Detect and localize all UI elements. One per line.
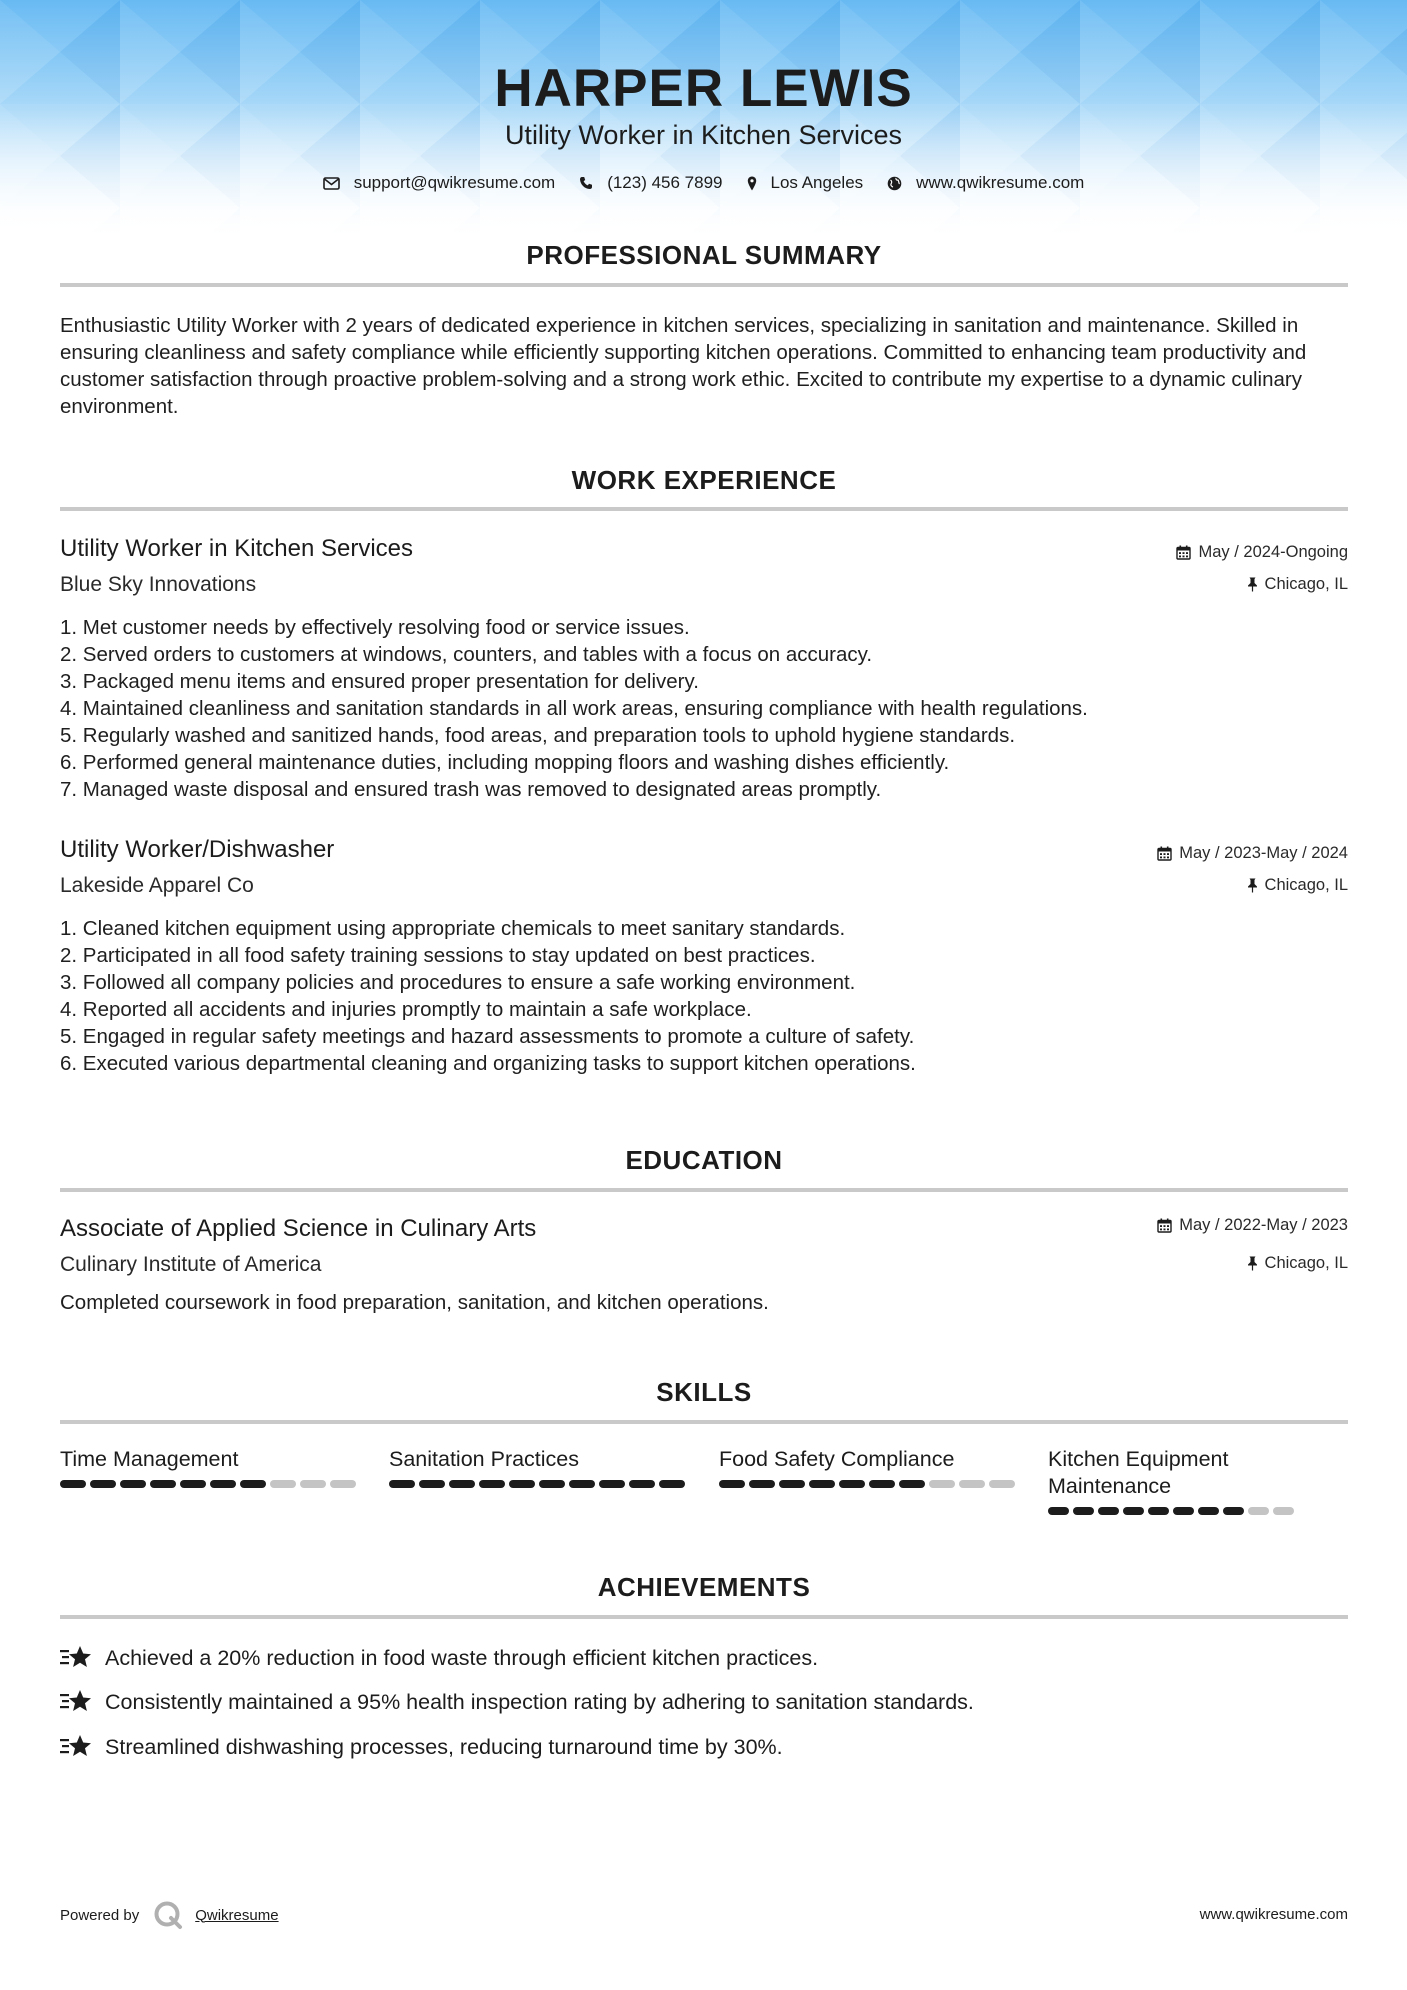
summary-text: Enthusiastic Utility Worker with 2 years of dedicated experience in kitchen services, specializing in sanitation and maintenance. Skilled in ensuring cleanliness and safety compliance while efficiently supporting kitchen operations. Committed to enhancing team productivity and customer satisfaction through proactive problem-solving and a strong work ethic. Excited to contribute my expertise to a dynamic culinary environment. [60,314,1307,418]
contact-email[interactable] [323,173,556,193]
list-item: 4. Maintained cleanliness and sanitation standards in all work areas, ensuring compliance with health regulations. [60,697,1088,720]
job-location [1247,876,1348,895]
job-company: Blue Sky Innovations [60,573,257,596]
skill-dot-filled [60,1480,86,1488]
list-item: 6. Performed general maintenance duties, including mopping floors and washing dishes efficiently. [60,751,950,774]
list-item: 6. Executed various departmental cleaning and organizing tasks to support kitchen operations. [60,1052,916,1075]
skill-dot-empty [929,1480,955,1488]
list-item: 7. Managed waste disposal and ensured trash was removed to designated areas promptly. [60,778,882,801]
skill-dot-filled [1148,1507,1169,1515]
achievement-item [60,1734,783,1760]
candidate-role: Utility Worker in Kitchen Services [504,120,903,150]
section-divider [60,283,1348,287]
education-degree: Associate of Applied Science in Culinary Arts [60,1215,537,1242]
skill-dot-filled [210,1480,236,1488]
pushpin-icon [1247,577,1258,592]
skill-dot-filled [1223,1507,1244,1515]
list-item: 3. Packaged menu items and ensured proper presentation for delivery. [60,670,699,693]
skill-item [60,1446,360,1488]
contact-bar [0,173,1407,193]
education-description: Completed coursework in food preparation, sanitation, and kitchen operations. [60,1291,769,1314]
achievement-item [60,1689,974,1715]
skill-dot-filled [839,1480,865,1488]
education-location [1247,1254,1348,1273]
map-pin-icon [747,176,757,191]
pushpin-icon [1247,1256,1258,1271]
skill-dot-filled [1098,1507,1119,1515]
skill-level-bar [60,1480,360,1488]
qwikresume-link[interactable]: Qwikresume [195,1906,279,1924]
skill-dot-empty [1248,1507,1269,1515]
skill-dot-filled [1073,1507,1094,1515]
job-title: Utility Worker in Kitchen Services [60,535,413,562]
skill-level-bar [389,1480,689,1488]
list-item: 2. Served orders to customers at windows, counters, and tables with a focus on accuracy. [60,643,873,666]
list-item: 4. Reported all accidents and injuries promptly to maintain a safe workplace. [60,998,752,1021]
job-bullet-list [60,915,1348,1077]
list-item: 3. Followed all company policies and procedures to ensure a safe working environment. [60,971,856,994]
job-dates-text: May / 2023-May / 2024 [1179,844,1348,862]
education-dates-text: May / 2022-May / 2023 [1179,1216,1348,1234]
skill-label: Food Safety Compliance [719,1447,955,1471]
skill-level-bar [1048,1507,1298,1515]
achievement-text: Consistently maintained a 95% health inspection rating by adhering to sanitation standards. [105,1689,974,1714]
section-title-achievements: ACHIEVEMENTS [597,1572,811,1602]
skill-dot-filled [389,1480,415,1488]
skill-dot-filled [659,1480,685,1488]
envelope-icon [323,177,340,190]
calendar-icon [1157,1218,1172,1233]
skill-dot-filled [869,1480,895,1488]
job-dates [1157,844,1348,863]
calendar-icon [1157,846,1172,861]
achievement-text: Streamlined dishwashing processes, reducing turnaround time by 30%. [105,1734,783,1759]
globe-icon [887,176,902,191]
job-dates [1176,543,1348,562]
achievement-star-icon [60,1734,92,1760]
skill-dot-empty [1273,1507,1294,1515]
skill-dot-empty [300,1480,326,1488]
skill-dot-filled [809,1480,835,1488]
section-divider [60,507,1348,511]
list-item: 1. Met customer needs by effectively resolving food or service issues. [60,616,690,639]
powered-by-label: Powered by [60,1906,140,1924]
skill-dot-empty [989,1480,1015,1488]
skill-item [389,1446,689,1488]
skill-dot-filled [479,1480,505,1488]
contact-phone-text: (123) 456 7899 [607,173,723,192]
job-location-text: Chicago, IL [1264,575,1348,593]
skill-dot-empty [959,1480,985,1488]
job-location-text: Chicago, IL [1264,876,1348,894]
list-item: 5. Regularly washed and sanitized hands, food areas, and preparation tools to uphold hygiene standards. [60,724,1016,747]
education-dates [1157,1216,1348,1235]
contact-phone[interactable] [579,173,722,193]
skill-dot-filled [419,1480,445,1488]
skill-dot-filled [1048,1507,1069,1515]
job-title: Utility Worker/Dishwasher [60,836,335,863]
skill-label: Time Management [60,1447,239,1471]
footer-website[interactable]: www.qwikresume.com [1199,1906,1348,1923]
achievement-star-icon [60,1645,92,1671]
calendar-icon [1176,545,1191,560]
skill-item [719,1446,1019,1488]
skill-dot-empty [330,1480,356,1488]
skill-dot-empty [270,1480,296,1488]
job-company: Lakeside Apparel Co [60,874,254,897]
job-location [1247,575,1348,594]
contact-location-text: Los Angeles [770,173,864,192]
skill-dot-filled [899,1480,925,1488]
skill-dot-filled [240,1480,266,1488]
skill-level-bar [719,1480,1019,1488]
skill-dot-filled [569,1480,595,1488]
skill-dot-filled [449,1480,475,1488]
skill-dot-filled [150,1480,176,1488]
skill-dot-filled [1198,1507,1219,1515]
section-title-experience: WORK EXPERIENCE [571,465,837,495]
list-item: 1. Cleaned kitchen equipment using appropriate chemicals to meet sanitary standards. [60,917,846,940]
achievement-star-icon [60,1689,92,1715]
skill-label: Sanitation Practices [389,1447,580,1471]
contact-location [747,173,864,193]
achievement-item [60,1645,818,1671]
skill-dot-filled [539,1480,565,1488]
education-school: Culinary Institute of America [60,1253,322,1276]
skill-dot-filled [509,1480,535,1488]
skill-dot-filled [1173,1507,1194,1515]
contact-website-text: www.qwikresume.com [916,173,1085,192]
qwikresume-logo [153,1900,183,1930]
section-title-skills: SKILLS [656,1377,752,1407]
section-title-summary: PROFESSIONAL SUMMARY [526,240,882,270]
list-item: 2. Participated in all food safety training sessions to stay updated on best practices. [60,944,816,967]
skill-dot-filled [719,1480,745,1488]
skill-dot-filled [120,1480,146,1488]
skill-dot-filled [90,1480,116,1488]
phone-icon [579,176,593,190]
skill-label: Kitchen Equipment Maintenance [1048,1447,1229,1498]
skill-dot-filled [629,1480,655,1488]
contact-website[interactable] [887,173,1084,193]
footer-powered-by [60,1900,279,1930]
skill-dot-filled [749,1480,775,1488]
candidate-name: HARPER LEWIS [494,59,913,118]
list-item: 5. Engaged in regular safety meetings and hazard assessments to promote a culture of safety. [60,1025,915,1048]
job-dates-text: May / 2024-Ongoing [1198,543,1348,561]
section-divider [60,1188,1348,1192]
skill-dot-filled [599,1480,625,1488]
section-divider [60,1420,1348,1424]
skill-item [1048,1446,1298,1515]
contact-email-text: support@qwikresume.com [353,173,556,192]
skill-dot-filled [779,1480,805,1488]
achievement-text: Achieved a 20% reduction in food waste through efficient kitchen practices. [105,1645,819,1670]
section-divider [60,1615,1348,1619]
education-location-text: Chicago, IL [1264,1254,1348,1272]
section-title-education: EDUCATION [625,1145,783,1175]
skill-dot-filled [180,1480,206,1488]
skill-dot-filled [1123,1507,1144,1515]
pushpin-icon [1247,878,1258,893]
job-bullet-list [60,614,1348,803]
